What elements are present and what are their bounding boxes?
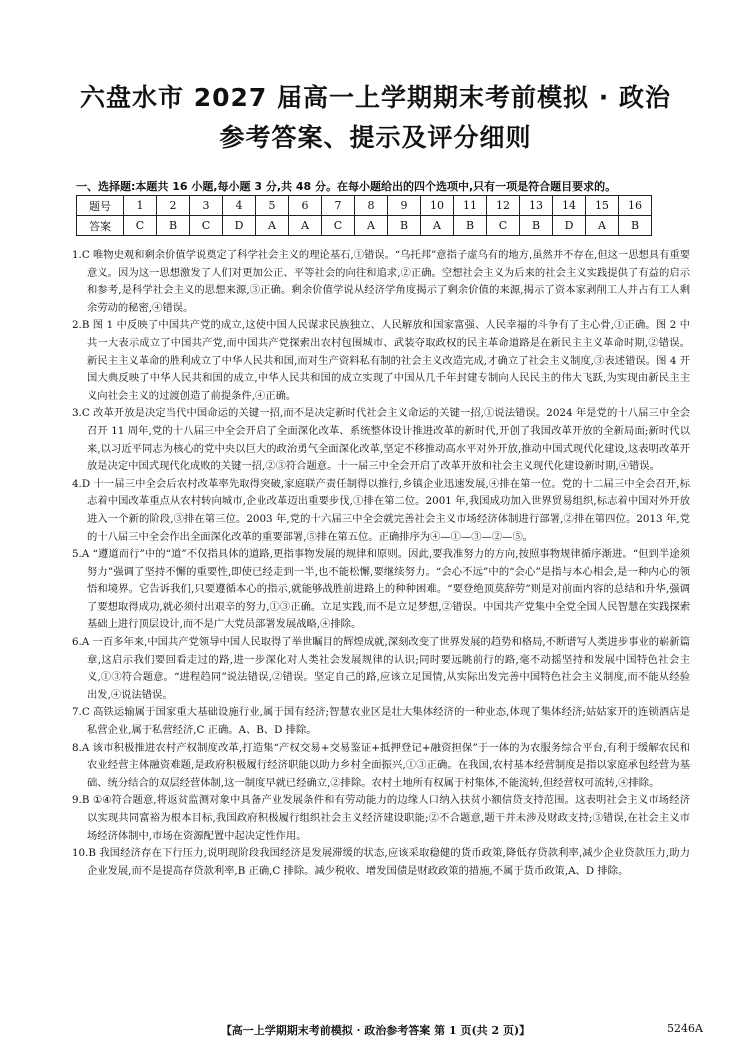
explanation-item: 1.C 唯物史观和剩余价值学说奠定了科学社会主义的理论基石,①错误。“乌托邦”意指子虚乌有的地方,虽然并不存在,但这一思想具有重要意义。因为这一思想激发了人们对更加公正、平等社会的向往和追求,②正确。空想社会主义为后来的社会主义实践提供了有益的启示和参考,是科学社会主义的思想来源,③正确。剩余价值学说从经济学角度揭示了剩余价值的来源,揭示了资本家剥削工人并占有工人剩余劳动的秘密,④错误。 bbox=[72, 249, 690, 314]
answer-cell: B bbox=[388, 216, 421, 236]
answer-cell: B bbox=[454, 216, 487, 236]
question-number-cell: 4 bbox=[223, 196, 256, 216]
question-number-cell: 12 bbox=[487, 196, 520, 216]
table-header-label: 题号 bbox=[77, 196, 124, 216]
question-number-cell: 15 bbox=[586, 196, 619, 216]
explanation-item: 3.C 改革开放是决定当代中国命运的关键一招,而不是决定新时代社会主义命运的关键一招,①说法错误。2024 年是党的十八届三中全会召开 11 周年,党的十八届三中全会开启了全面深化改革、系统整体设计推进改革的新时代,开创了我国改革开放的全新局面;新时代以来,以习近平同志为核心的党中央以巨大的政治勇气全面深化改革,坚定不移推动高水平对外开放,推动中国式现代化建设,这表明改革开放是决定中国式现代化成败的关键一招,②③符合题意。十一届三中全会开启了改革开放和社会主义现代化建设新时期,④错误。 bbox=[72, 407, 690, 473]
question-number-cell: 9 bbox=[388, 196, 421, 216]
explanation-item: 2.B 图 1 中反映了中国共产党的成立,这使中国人民谋求民族独立、人民解放和国家富强、人民幸福的斗争有了主心骨,①正确。图 2 中共一大表示成立了中国共产党,而中国共产党探索出农村包围城市、武装夺取政权的民主革命道路是在新民主主义革命时期,②错误。新民主主义革命的胜利成立了中华人民共和国,而对生产资料私有制的社会主义改造完成,才确立了社会主义制度,③表述错误。图 4 开国大典反映了中华人民共和国的成立,中华人民共和国的成立实现了中国从几千年封建专制向人民民主的伟大飞跃,为实现由新民主主义向社会主义的过渡创造了前提条件,④正确。 bbox=[72, 319, 690, 402]
answer-cell: C bbox=[487, 216, 520, 236]
question-number-cell: 14 bbox=[553, 196, 586, 216]
document-title: 六盘水市 2027 届高一上学期期末考前模拟 · 政治 bbox=[80, 83, 671, 112]
question-number-cell: 8 bbox=[355, 196, 388, 216]
question-number-cell: 6 bbox=[289, 196, 322, 216]
page-footer: 【高一上学期期末考前模拟 · 政治参考答案 第 1 页(共 2 页)】 bbox=[220, 1024, 531, 1037]
question-number-cell: 13 bbox=[520, 196, 553, 216]
answer-cell: D bbox=[223, 216, 256, 236]
answer-cell: B bbox=[520, 216, 553, 236]
answer-table bbox=[76, 195, 652, 236]
explanation-item: 4.D 十一届三中全会后农村改革率先取得突破,家庭联产责任制得以推行,乡镇企业迅速发展,④排在第一位。党的十二届三中全会召开,标志着中国改革重点从农村转向城市,企业改革迈出重要步伐,①排在第二位。2001 年,我国成功加入世界贸易组织,标志着中国对外开放进入一个新的阶段,③排在第三位。2003 年,党的十六届三中全会就完善社会主义市场经济体制进行部署,②排在第四位。2013 年,党的十八届三中全会作出全面深化改革的重要部署,⑤排在第五位。正确排序为④—①—③—②—⑤。 bbox=[72, 477, 690, 543]
explanations bbox=[72, 247, 690, 880]
answer-cell: A bbox=[586, 216, 619, 236]
explanation-item: 8.A 该市积极推进农村产权制度改革,打造集“产权交易+交易鉴证+抵押登记+融资担保”于一体的为农服务综合平台,有利于缓解农民和农业经营主体融资难题,是政府积极履行经济职能以助力乡村全面振兴,①③正确。在我国,农村基本经营制度是指以家庭承包经营为基础、统分结合的双层经营体制,这一制度早就已经确立,②排除。农村土地所有权属于村集体,不能流转,但经营权可流转,④排除。 bbox=[72, 741, 690, 789]
question-number-cell: 10 bbox=[421, 196, 454, 216]
answer-cell: A bbox=[289, 216, 322, 236]
answer-cell: C bbox=[124, 216, 157, 236]
explanation-item: 7.C 高铁运输属于国家重大基础设施行业,属于国有经济;智慧农业区是壮大集体经济的一种业态,体现了集体经济;姑姑家开的连锁酒店是私营企业,属于私营经济,C 正确。A、B、D 排除。 bbox=[72, 706, 690, 737]
document-subtitle: 参考答案、提示及评分细则 bbox=[219, 123, 532, 152]
explanation-item: 10.B 我国经济存在下行压力,说明现阶段我国经济是发展滞缓的状态,应该采取稳健的货币政策,降低存贷款利率,减少企业贷款压力,助力企业发展,而不是提高存贷款利率,B 正确,C 排除。减少税收、增发国债是财政政策的措施,不属于货币政策,A、D 排除。 bbox=[72, 847, 690, 877]
answer-cell: C bbox=[190, 216, 223, 236]
answer-cell: D bbox=[553, 216, 586, 236]
table-answer-label: 答案 bbox=[77, 216, 124, 236]
question-number-cell: 2 bbox=[157, 196, 190, 216]
question-number-cell: 1 bbox=[124, 196, 157, 216]
answer-cell: B bbox=[619, 216, 652, 236]
section-heading: 一、选择题:本题共 16 小题,每小题 3 分,共 48 分。在每小题给出的四个选项中,只有一项是符合题目要求的。 bbox=[76, 180, 617, 193]
document-code: 5246A bbox=[667, 1022, 703, 1035]
question-number-cell: 7 bbox=[322, 196, 355, 216]
question-number-cell: 11 bbox=[454, 196, 487, 216]
answer-cell: A bbox=[355, 216, 388, 236]
answer-cell: C bbox=[322, 216, 355, 236]
question-number-cell: 16 bbox=[619, 196, 652, 216]
question-number-cell: 3 bbox=[190, 196, 223, 216]
answer-cell: A bbox=[421, 216, 454, 236]
answer-table-answer-row bbox=[77, 216, 652, 236]
answer-table-header-row bbox=[77, 196, 652, 216]
explanation-item: 9.B ①④符合题意,将返贫监测对象中具备产业发展条件和有劳动能力的边缘人口纳入扶贫小额信贷支持范围。这表明社会主义市场经济以实现共同富裕为根本目标,我国政府积极履行组织社会主义经济建设职能;②不合题意,题干并未涉及财政支持;③错误,在社会主义市场经济体制中,市场在资源配置中起决定性作用。 bbox=[72, 794, 690, 842]
answer-cell: B bbox=[157, 216, 190, 236]
answer-cell: A bbox=[256, 216, 289, 236]
explanation-item: 5.A “遵道而行”中的“道”不仅指具体的道路,更指事物发展的规律和原则。因此,要我准努力的方向,按照事物规律循序渐进。“但到半途须努力”强调了坚持不懈的重要性,即使已经走到一半,也不能松懈,要继续努力。“会心不远”中的“会心”是指与本心相会,是一种内心的领悟和境界。它告诉我们,只要遵循本心的指示,就能够战胜前进路上的种种困难。“要登绝顶莫辞劳”则是对前面内容的总结和升华,强调了要想取得成功,就必须付出艰辛的努力,①③正确。立足实践,而不是立足梦想,②错误。中国共产党集中全党全国人民智慧在实践探索基础上进行顶层设计,而不是广大党员部署发展战略,④排除。 bbox=[72, 548, 690, 631]
explanation-item: 6.A 一百多年来,中国共产党领导中国人民取得了举世瞩目的辉煌成就,深刻改变了世界发展的趋势和格局,不断谱写人类进步事业的崭新篇章,这启示我们要回看走过的路,进一步深化对人类社会发展规律的认识;同时要远眺前行的路,毫不动摇坚持和发展中国特色社会主义,①③符合题意。“进程趋同”说法错误,②错误。坚定自己的路,应该立足国情,从实际出发完善中国特色社会主义制度,而不能从经验出发,④说法错误。 bbox=[72, 636, 690, 701]
question-number-cell: 5 bbox=[256, 196, 289, 216]
